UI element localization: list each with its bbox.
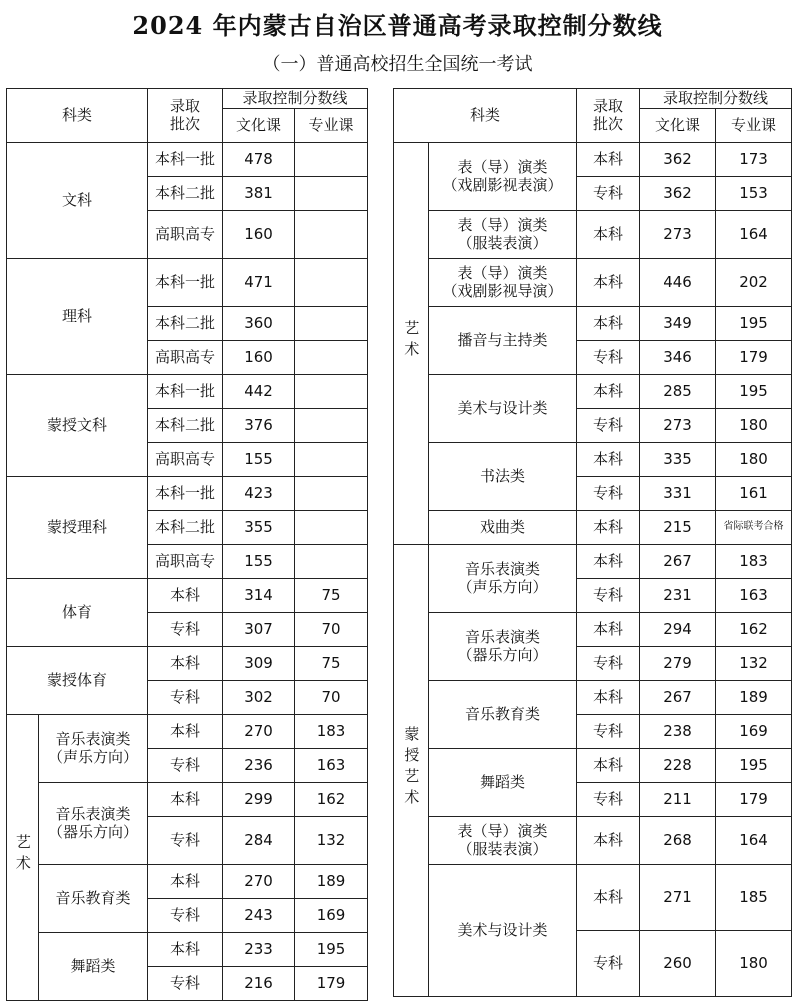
batch-cell: 本科 — [577, 544, 640, 578]
major-score-cell: 省际联考合格 — [716, 510, 792, 544]
batch-cell: 本科 — [577, 306, 640, 340]
batch-cell: 本科二批 — [148, 510, 223, 544]
culture-score-cell: 346 — [640, 340, 716, 374]
culture-score-cell: 307 — [223, 612, 295, 646]
subject-cell: 理科 — [7, 258, 148, 374]
culture-score-cell: 376 — [223, 408, 295, 442]
culture-score-cell: 268 — [640, 816, 716, 864]
header-major: 专业课 — [295, 108, 368, 142]
table-row — [394, 142, 792, 176]
culture-score-cell: 331 — [640, 476, 716, 510]
major-score-cell: 169 — [295, 898, 368, 932]
batch-cell: 本科 — [577, 142, 640, 176]
major-score-cell: 132 — [716, 646, 792, 680]
major-score-cell: 180 — [716, 930, 792, 996]
culture-score-cell: 442 — [223, 374, 295, 408]
batch-cell: 本科 — [577, 258, 640, 306]
subcategory-cell: 美术与设计类 — [429, 864, 577, 996]
subject-cell: 蒙授体育 — [7, 646, 148, 714]
subcategory-cell: 表（导）演类 （戏剧影视导演） — [429, 258, 577, 306]
table-row — [7, 258, 368, 306]
culture-score-cell: 155 — [223, 442, 295, 476]
major-score-cell: 195 — [716, 374, 792, 408]
batch-cell: 本科 — [148, 782, 223, 816]
batch-cell: 本科一批 — [148, 374, 223, 408]
batch-cell: 本科 — [577, 510, 640, 544]
table-row — [7, 578, 368, 612]
header-score-line: 录取控制分数线 — [640, 89, 792, 109]
major-score-cell: 70 — [295, 612, 368, 646]
table-row — [7, 646, 368, 680]
batch-cell: 专科 — [148, 612, 223, 646]
batch-cell: 专科 — [148, 898, 223, 932]
header-culture: 文化课 — [640, 108, 716, 142]
batch-cell: 专科 — [577, 176, 640, 210]
subcategory-cell: 舞蹈类 — [39, 932, 148, 1000]
culture-score-cell: 215 — [640, 510, 716, 544]
major-score-cell — [295, 306, 368, 340]
major-score-cell: 132 — [295, 816, 368, 864]
batch-cell: 本科 — [148, 646, 223, 680]
major-score-cell — [295, 374, 368, 408]
culture-score-cell: 267 — [640, 544, 716, 578]
major-score-cell — [295, 176, 368, 210]
culture-score-cell: 423 — [223, 476, 295, 510]
subcategory-cell: 音乐表演类 （声乐方向） — [39, 714, 148, 782]
culture-score-cell: 260 — [640, 930, 716, 996]
arts-group-cell: 艺术 — [394, 142, 429, 544]
culture-score-cell: 309 — [223, 646, 295, 680]
major-score-cell: 180 — [716, 442, 792, 476]
header-score-line: 录取控制分数线 — [223, 89, 368, 109]
major-score-cell: 173 — [716, 142, 792, 176]
batch-cell: 本科一批 — [148, 258, 223, 306]
table-row — [7, 714, 368, 748]
subcategory-cell: 舞蹈类 — [429, 748, 577, 816]
major-score-cell: 164 — [716, 210, 792, 258]
culture-score-cell: 270 — [223, 714, 295, 748]
culture-score-cell: 294 — [640, 612, 716, 646]
batch-cell: 本科 — [148, 932, 223, 966]
batch-cell: 专科 — [577, 408, 640, 442]
major-score-cell: 189 — [716, 680, 792, 714]
major-score-cell — [295, 258, 368, 306]
major-score-cell — [295, 142, 368, 176]
major-score-cell: 75 — [295, 646, 368, 680]
major-score-cell: 189 — [295, 864, 368, 898]
culture-score-cell: 355 — [223, 510, 295, 544]
major-score-cell — [295, 442, 368, 476]
culture-score-cell: 271 — [640, 864, 716, 930]
batch-cell: 专科 — [577, 930, 640, 996]
table-row — [7, 374, 368, 408]
culture-score-cell: 349 — [640, 306, 716, 340]
major-score-cell: 163 — [295, 748, 368, 782]
batch-cell: 专科 — [577, 646, 640, 680]
batch-cell: 专科 — [577, 714, 640, 748]
subcategory-cell: 表（导）演类 （服装表演） — [429, 816, 577, 864]
major-score-cell: 179 — [716, 340, 792, 374]
batch-cell: 高职高专 — [148, 544, 223, 578]
batch-cell: 专科 — [148, 748, 223, 782]
major-score-cell: 162 — [716, 612, 792, 646]
culture-score-cell: 236 — [223, 748, 295, 782]
header-subject: 科类 — [7, 89, 148, 143]
right-score-table — [393, 88, 792, 997]
subject-cell: 体育 — [7, 578, 148, 646]
batch-cell: 本科 — [577, 612, 640, 646]
subcategory-cell: 音乐教育类 — [39, 864, 148, 932]
table-row — [394, 612, 792, 646]
major-score-cell: 195 — [295, 932, 368, 966]
major-score-cell — [295, 510, 368, 544]
major-score-cell: 169 — [716, 714, 792, 748]
batch-cell: 专科 — [577, 782, 640, 816]
major-score-cell: 179 — [295, 966, 368, 1000]
culture-score-cell: 335 — [640, 442, 716, 476]
major-score-cell — [295, 544, 368, 578]
left-score-table — [6, 88, 368, 1001]
batch-cell: 本科一批 — [148, 142, 223, 176]
batch-cell: 本科 — [577, 864, 640, 930]
table-row — [394, 442, 792, 476]
major-score-cell: 195 — [716, 748, 792, 782]
batch-cell: 高职高专 — [148, 340, 223, 374]
culture-score-cell: 238 — [640, 714, 716, 748]
header-major: 专业课 — [716, 108, 792, 142]
culture-score-cell: 270 — [223, 864, 295, 898]
major-score-cell: 161 — [716, 476, 792, 510]
culture-score-cell: 267 — [640, 680, 716, 714]
table-row — [394, 680, 792, 714]
table-row — [394, 748, 792, 782]
table-row — [394, 864, 792, 930]
major-score-cell: 180 — [716, 408, 792, 442]
table-row — [7, 142, 368, 176]
header-batch: 录取 批次 — [148, 89, 223, 143]
subcategory-cell: 表（导）演类 （服装表演） — [429, 210, 577, 258]
major-score-cell — [295, 210, 368, 258]
major-score-cell — [295, 408, 368, 442]
major-score-cell: 183 — [716, 544, 792, 578]
culture-score-cell: 478 — [223, 142, 295, 176]
batch-cell: 本科二批 — [148, 408, 223, 442]
subcategory-cell: 戏曲类 — [429, 510, 577, 544]
batch-cell: 本科 — [577, 748, 640, 782]
culture-score-cell: 362 — [640, 176, 716, 210]
batch-cell: 高职高专 — [148, 442, 223, 476]
subcategory-cell: 播音与主持类 — [429, 306, 577, 374]
culture-score-cell: 284 — [223, 816, 295, 864]
subcategory-cell: 表（导）演类 （戏剧影视表演） — [429, 142, 577, 210]
header-subject: 科类 — [394, 89, 577, 143]
major-score-cell — [295, 340, 368, 374]
major-score-cell: 195 — [716, 306, 792, 340]
header-batch: 录取 批次 — [577, 89, 640, 143]
batch-cell: 本科 — [577, 816, 640, 864]
subject-cell: 文科 — [7, 142, 148, 258]
culture-score-cell: 228 — [640, 748, 716, 782]
table-row — [394, 816, 792, 864]
page-title: 2024 年内蒙古自治区普通高考录取控制分数线 — [132, 11, 663, 40]
culture-score-cell: 211 — [640, 782, 716, 816]
batch-cell: 本科 — [577, 374, 640, 408]
culture-score-cell: 302 — [223, 680, 295, 714]
subcategory-cell: 音乐表演类 （声乐方向） — [429, 544, 577, 612]
batch-cell: 专科 — [577, 578, 640, 612]
batch-cell: 本科二批 — [148, 306, 223, 340]
table-row — [7, 476, 368, 510]
header-culture: 文化课 — [223, 108, 295, 142]
major-score-cell: 179 — [716, 782, 792, 816]
culture-score-cell: 285 — [640, 374, 716, 408]
culture-score-cell: 160 — [223, 210, 295, 258]
culture-score-cell: 362 — [640, 142, 716, 176]
table-row — [394, 258, 792, 306]
table-row — [394, 544, 792, 578]
culture-score-cell: 360 — [223, 306, 295, 340]
culture-score-cell: 273 — [640, 210, 716, 258]
major-score-cell — [295, 476, 368, 510]
subject-cell: 蒙授理科 — [7, 476, 148, 578]
batch-cell: 专科 — [148, 966, 223, 1000]
subcategory-cell: 音乐表演类 （器乐方向） — [39, 782, 148, 864]
batch-cell: 专科 — [148, 816, 223, 864]
culture-score-cell: 279 — [640, 646, 716, 680]
culture-score-cell: 314 — [223, 578, 295, 612]
subcategory-cell: 音乐表演类 （器乐方向） — [429, 612, 577, 680]
table-row — [394, 374, 792, 408]
subcategory-cell: 音乐教育类 — [429, 680, 577, 748]
major-score-cell: 183 — [295, 714, 368, 748]
batch-cell: 高职高专 — [148, 210, 223, 258]
culture-score-cell: 299 — [223, 782, 295, 816]
table-row — [394, 306, 792, 340]
subcategory-cell: 书法类 — [429, 442, 577, 510]
batch-cell: 本科二批 — [148, 176, 223, 210]
major-score-cell: 163 — [716, 578, 792, 612]
batch-cell: 本科 — [148, 714, 223, 748]
table-row — [394, 510, 792, 544]
major-score-cell: 185 — [716, 864, 792, 930]
batch-cell: 本科 — [577, 210, 640, 258]
batch-cell: 专科 — [577, 476, 640, 510]
culture-score-cell: 273 — [640, 408, 716, 442]
batch-cell: 本科 — [577, 680, 640, 714]
table-row — [7, 864, 368, 898]
table-row — [7, 782, 368, 816]
mengshou-arts-group-cell: 蒙授艺术 — [394, 544, 429, 996]
table-row — [394, 210, 792, 258]
batch-cell: 专科 — [577, 340, 640, 374]
batch-cell: 本科一批 — [148, 476, 223, 510]
subject-cell: 蒙授文科 — [7, 374, 148, 476]
culture-score-cell: 381 — [223, 176, 295, 210]
batch-cell: 本科 — [148, 578, 223, 612]
major-score-cell: 202 — [716, 258, 792, 306]
batch-cell: 本科 — [577, 442, 640, 476]
arts-group-cell: 艺术 — [7, 714, 39, 1000]
culture-score-cell: 233 — [223, 932, 295, 966]
culture-score-cell: 446 — [640, 258, 716, 306]
major-score-cell: 164 — [716, 816, 792, 864]
major-score-cell: 75 — [295, 578, 368, 612]
culture-score-cell: 160 — [223, 340, 295, 374]
culture-score-cell: 155 — [223, 544, 295, 578]
batch-cell: 本科 — [148, 864, 223, 898]
culture-score-cell: 231 — [640, 578, 716, 612]
major-score-cell: 153 — [716, 176, 792, 210]
major-score-cell: 70 — [295, 680, 368, 714]
table-row — [7, 932, 368, 966]
culture-score-cell: 471 — [223, 258, 295, 306]
page-subtitle: （一）普通高校招生全国统一考试 — [262, 54, 533, 75]
major-score-cell: 162 — [295, 782, 368, 816]
culture-score-cell: 243 — [223, 898, 295, 932]
batch-cell: 专科 — [148, 680, 223, 714]
culture-score-cell: 216 — [223, 966, 295, 1000]
subcategory-cell: 美术与设计类 — [429, 374, 577, 442]
